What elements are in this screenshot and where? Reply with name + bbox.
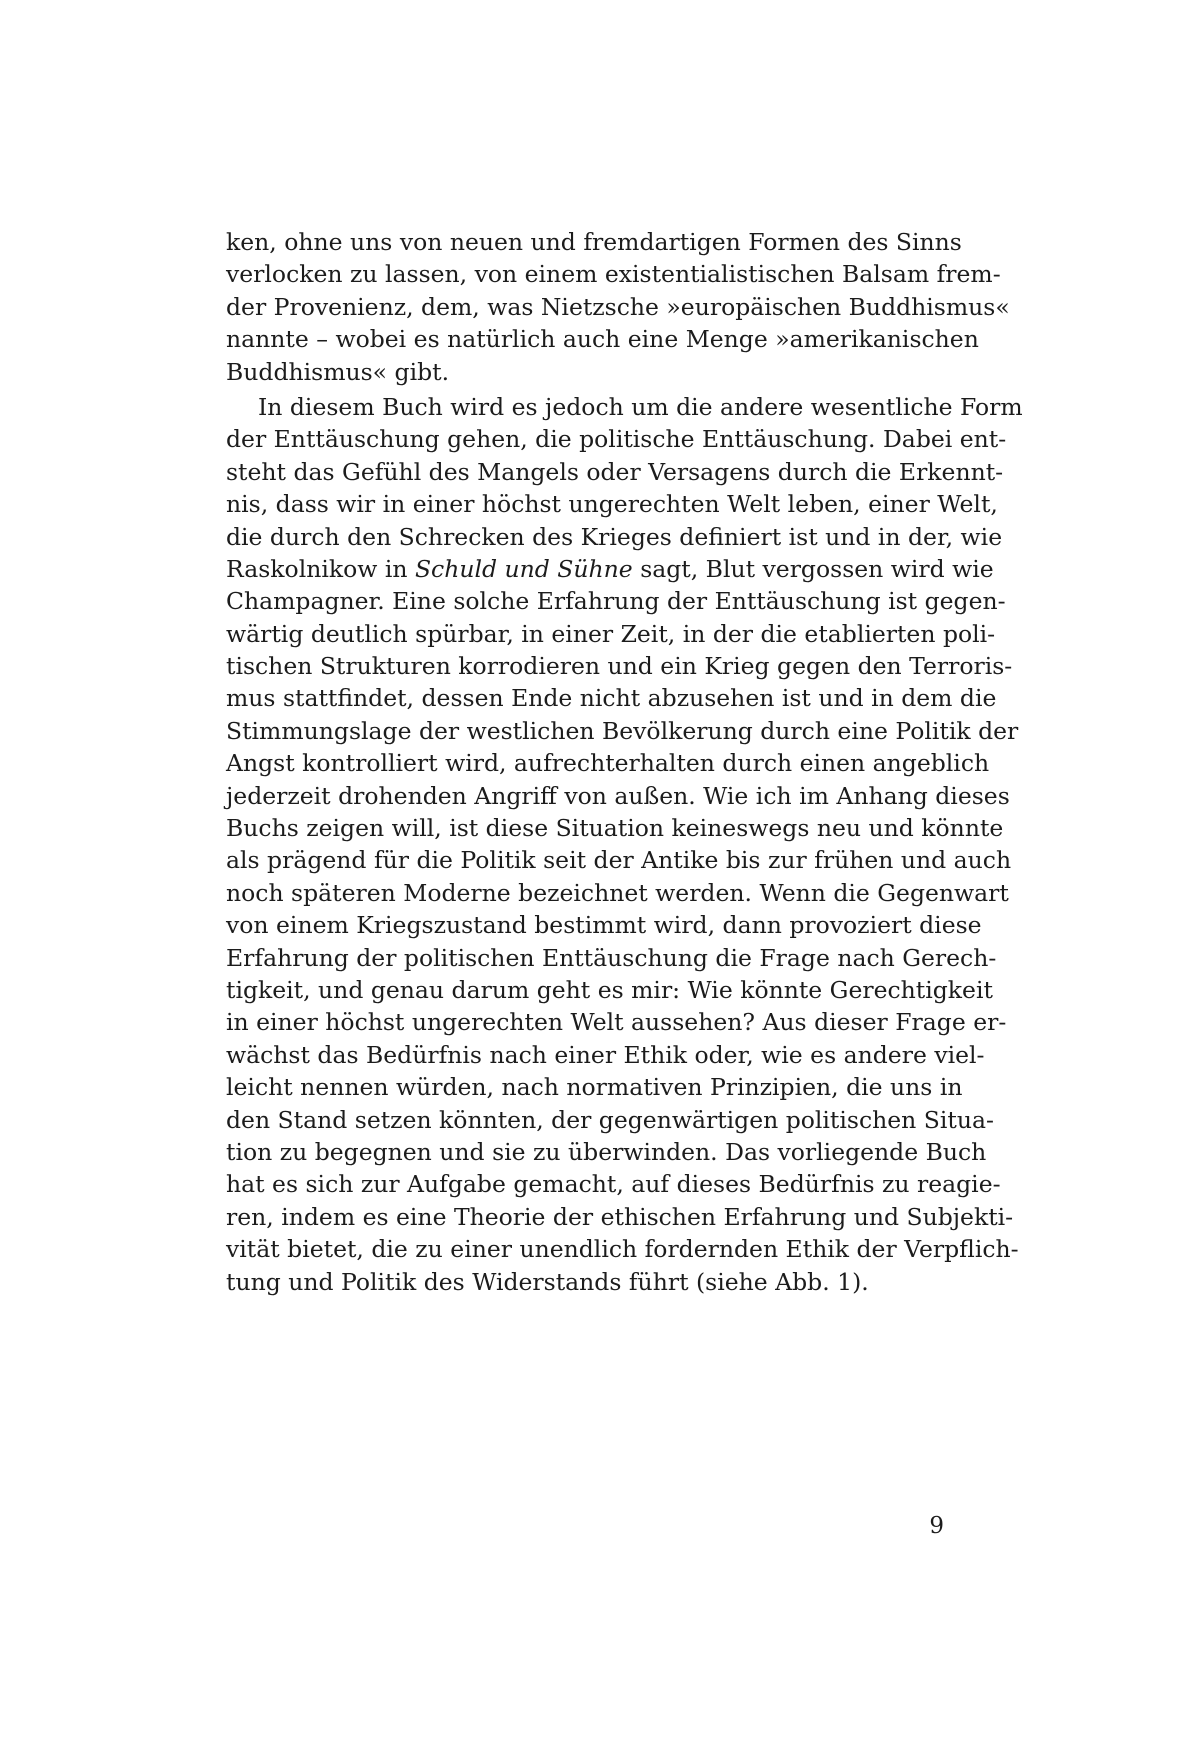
text-line: nis, dass wir in einer höchst ungerechten Welt leben, einer Welt, [226, 490, 998, 519]
text-line: Buchs zeigen will, ist diese Situation keineswegs neu und könnte [226, 814, 1004, 843]
page-number: 9 [929, 1513, 944, 1539]
text-line: den Stand setzen könnten, der gegenwärtigen politischen Situa- [226, 1105, 994, 1134]
text-line: tigkeit, und genau darum geht es mir: Wie könnte Gerechtigkeit [226, 975, 993, 1004]
text-line: Erfahrung der politischen Enttäuschung die Frage nach Gerech- [226, 943, 997, 972]
text-line: leicht nennen würden, nach normativen Prinzipien, die uns in [226, 1073, 963, 1102]
text-line-with-title [226, 553, 994, 585]
text-line: vität bietet, die zu einer unendlich fordernden Ethik der Verpflich- [226, 1235, 1019, 1264]
paragraph-1 [226, 226, 1010, 388]
text-line: tion zu begegnen und sie zu überwinden. Das vorliegende Buch [226, 1137, 987, 1166]
text-line: noch späteren Moderne bezeichnet werden. Wenn die Gegenwart [226, 878, 1009, 907]
text-line: als prägend für die Politik seit der Antike bis zur frühen und auch [226, 846, 1012, 875]
text-line: verlocken zu lassen, von einem existentialistischen Balsam frem- [226, 260, 1001, 289]
body-text [226, 226, 1023, 1298]
text-line: wärtig deutlich spürbar, in einer Zeit, in der die etablierten poli- [226, 619, 996, 648]
paragraph-2 [226, 391, 1023, 1298]
text-line: der Enttäuschung gehen, die politische Enttäuschung. Dabei ent- [226, 425, 1007, 454]
text-line: Champagner. Eine solche Erfahrung der Enttäuschung ist gegen- [226, 587, 1006, 616]
text-line: hat es sich zur Aufgabe gemacht, auf dieses Bedürfnis zu reagie- [226, 1170, 1001, 1199]
text-line: der Provenienz, dem, was Nietzsche »europäischen Buddhismus« [226, 292, 1010, 321]
text-line: ren, indem es eine Theorie der ethischen Erfahrung und Subjekti- [226, 1202, 1014, 1231]
text-line: wächst das Bedürfnis nach einer Ethik oder, wie es andere viel- [226, 1040, 985, 1069]
text-line: von einem Kriegszustand bestimmt wird, dann provoziert diese [226, 911, 982, 940]
text-line: Buddhismus« gibt. [226, 357, 450, 386]
text-line: nannte – wobei es natürlich auch eine Menge »amerikanischen [226, 325, 979, 354]
text-line: Stimmungslage der westlichen Bevölkerung durch eine Politik der [226, 716, 1019, 745]
text-segment: sagt, Blut vergossen wird wie [632, 554, 994, 583]
text-line: tung und Politik des Widerstands führt (siehe Abb. 1). [226, 1267, 869, 1296]
text-line: tischen Strukturen korrodieren und ein Krieg gegen den Terroris- [226, 652, 1013, 681]
text-line: jederzeit drohenden Angriff von außen. Wie ich im Anhang dieses [226, 781, 1010, 810]
text-line: die durch den Schrecken des Krieges definiert ist und in der, wie [226, 522, 1003, 551]
text-line: ken, ohne uns von neuen und fremdartigen Formen des Sinns [226, 228, 962, 256]
text-line: Angst kontrolliert wird, aufrechterhalten durch einen angeblich [226, 749, 990, 778]
text-line: in einer höchst ungerechten Welt aussehen? Aus dieser Frage er- [226, 1008, 1007, 1037]
text-line: mus stattfindet, dessen Ende nicht abzusehen ist und in dem die [226, 684, 997, 713]
text-line: steht das Gefühl des Mangels oder Versagens durch die Erkennt- [226, 457, 1004, 486]
text-segment: Raskolnikow in [226, 554, 415, 583]
text-line: In diesem Buch wird es jedoch um die andere wesentliche Form [258, 392, 1023, 421]
book-title-italic: Schuld und Sühne [414, 554, 633, 583]
